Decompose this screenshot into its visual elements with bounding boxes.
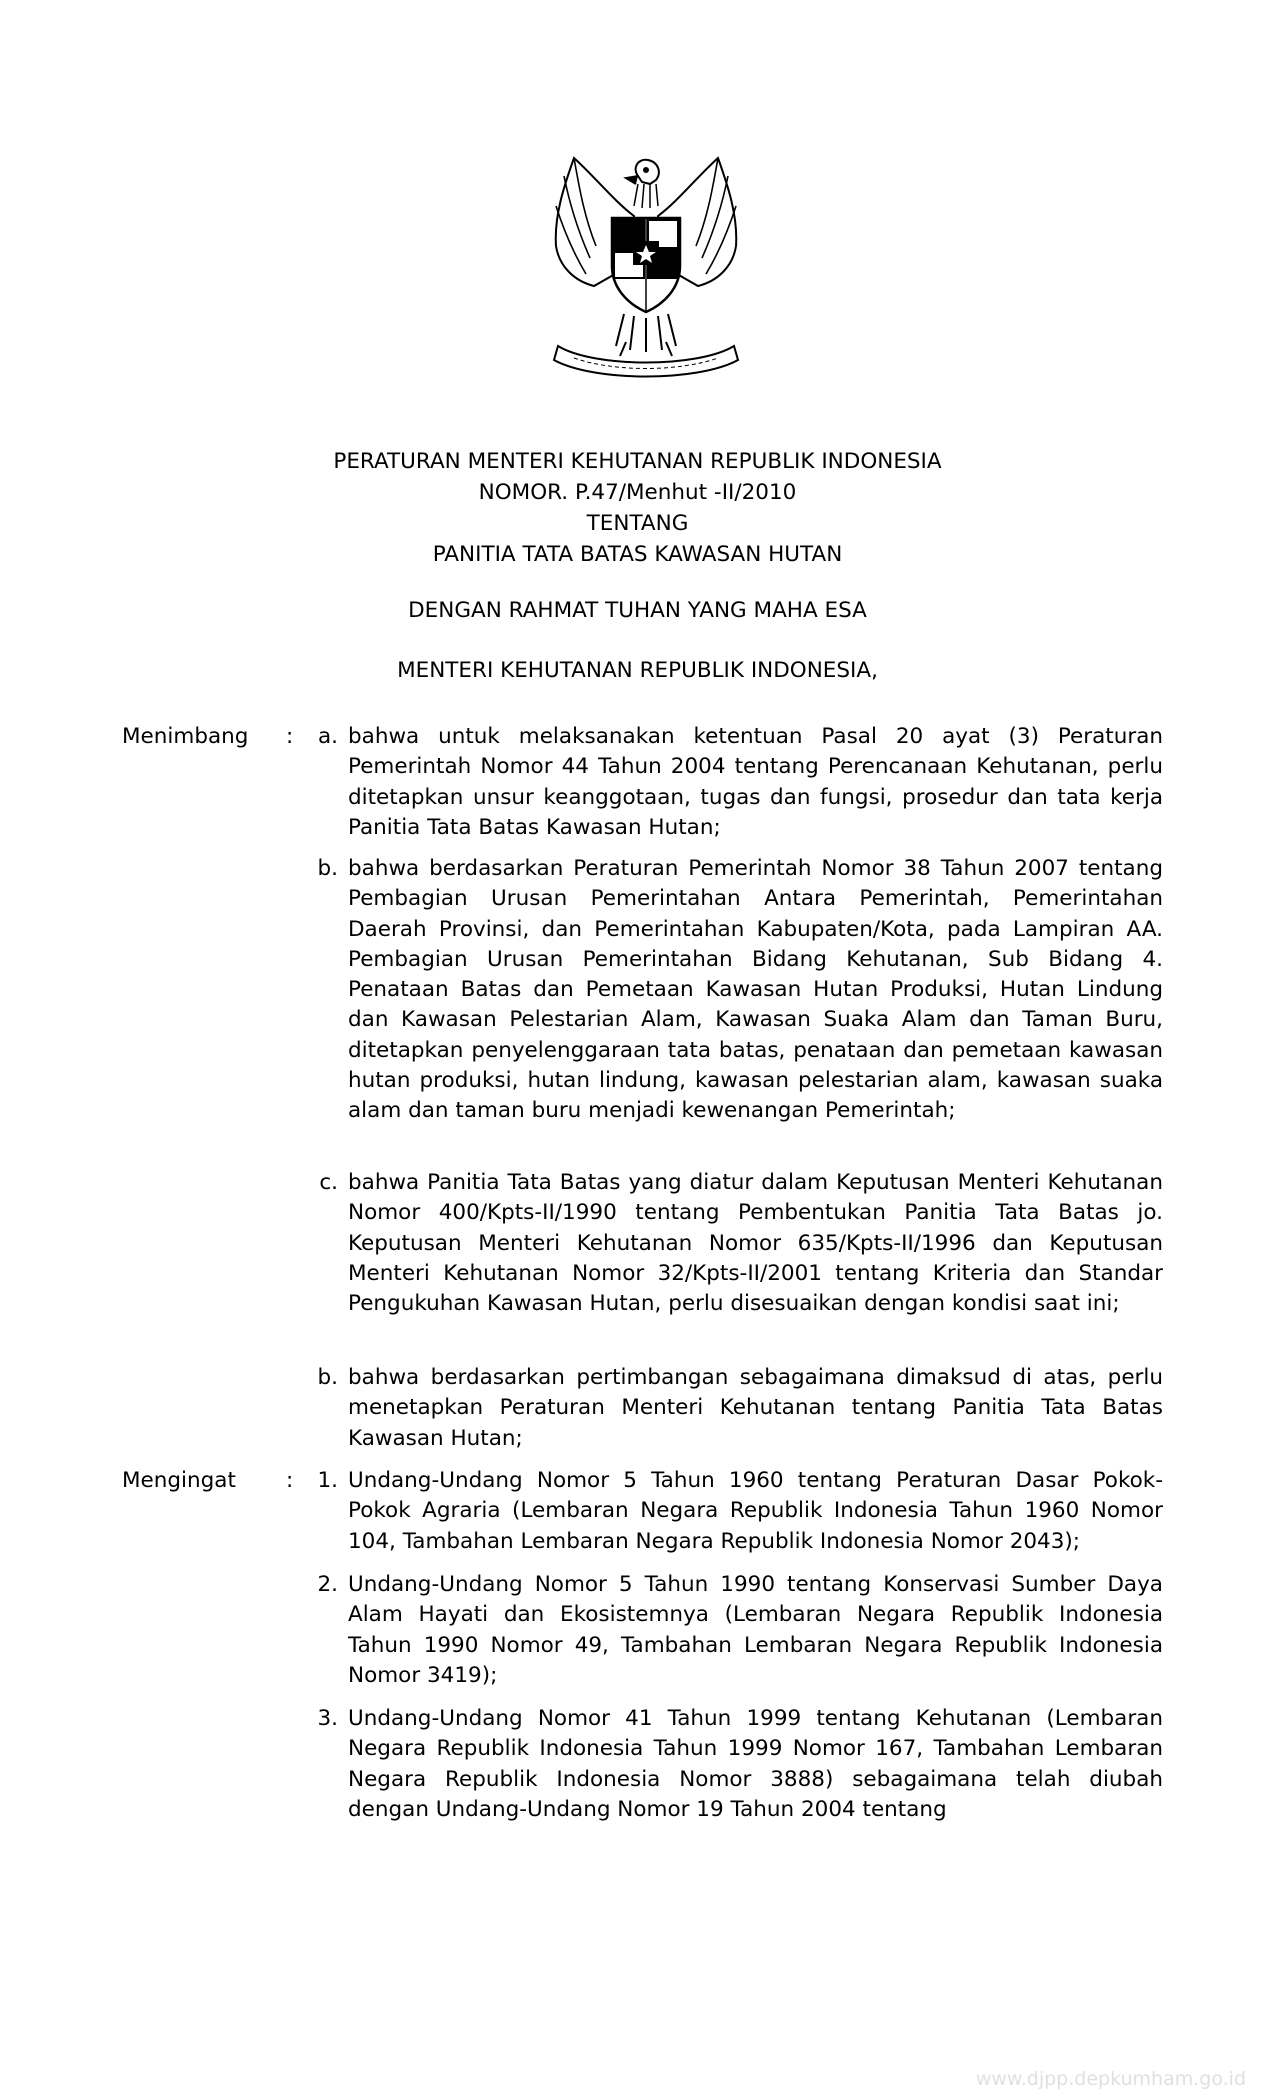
footer-watermark-url: www.djpp.depkumham.go.id [975, 2068, 1246, 2090]
section-colon: : [286, 724, 294, 749]
title-line-number: NOMOR. P.47/Menhut -II/2010 [478, 480, 797, 505]
list-item-text: Undang-Undang Nomor 5 Tahun 1960 tentang Peraturan Dasar Pokok-Pokok Agraria (Lembaran Negara Republik Indonesia Tahun 1960 Nomor 104, Tambahan Lembaran Negara Republik Indonesia Nomor 2043); [348, 1468, 1163, 1554]
garuda-pancasila-emblem-icon [534, 146, 758, 386]
list-item-marker: a. [317, 724, 338, 749]
list-item-text: Undang-Undang Nomor 41 Tahun 1999 tentang Kehutanan (Lembaran Negara Republik Indonesia Tahun 1999 Nomor 167, Tambahan Lembaran Negara Republik Indonesia Nomor 3888) sebagaimana telah diubah dengan Undang-Undang Nomor 19 Tahun 2004 tentang [348, 1706, 1163, 1822]
list-item-marker: 2. [317, 1572, 338, 1597]
title-line-1: PERATURAN MENTERI KEHUTANAN REPUBLIK INDONESIA [333, 449, 942, 474]
list-item-text: bahwa Panitia Tata Batas yang diatur dalam Keputusan Menteri Kehutanan Nomor 400/Kpts-II/1990 tentang Pembentukan Panitia Tata Batas jo. Keputusan Menteri Kehutanan Nomor 635/Kpts-II/1996 dan Keputusan Menteri Kehutanan Nomor 32/Kpts-II/2001 tentang Kriteria dan Standar Pengukuhan Kawasan Hutan, perlu disesuaikan dengan kondisi saat ini; [348, 1170, 1163, 1317]
list-item-text: bahwa berdasarkan Peraturan Pemerintah Nomor 38 Tahun 2007 tentang Pembagian Urusan Pemerintahan Antara Pemerintah, Pemerintahan Daerah Provinsi, dan Pemerintahan Kabupaten/Kota, pada Lampiran AA. Pembagian Urusan Pemerintahan Bidang Kehutanan, Sub Bidang 4. Penataan Batas dan Pemetaan Kawasan Hutan Produksi, Hutan Lindung dan Kawasan Pelestarian Alam, Kawasan Suaka Alam dan Taman Buru, ditetapkan penyelenggaraan tata batas, penataan dan pemetaan kawasan hutan produksi, hutan lindung, kawasan pelestarian alam, kawasan suaka alam dan taman buru menjadi kewenangan Pemerintah; [348, 856, 1163, 1124]
list-item-text: Undang-Undang Nomor 5 Tahun 1990 tentang Konservasi Sumber Daya Alam Hayati dan Ekosistemnya (Lembaran Negara Republik Indonesia Tahun 1990 Nomor 49, Tambahan Lembaran Negara Republik Indonesia Nomor 3419); [348, 1572, 1163, 1688]
list-item-marker: b. [317, 856, 338, 881]
title-line-tentang: TENTANG [586, 511, 689, 536]
section-label-mengingat: Mengingat [122, 1468, 236, 1493]
list-item-text: bahwa untuk melaksanakan ketentuan Pasal 20 ayat (3) Peraturan Pemerintah Nomor 44 Tahun 2004 tentang Perencanaan Kehutanan, perlu ditetapkan unsur keanggotaan, tugas dan fungsi, prosedur dan tata kerja Panitia Tata Batas Kawasan Hutan; [348, 724, 1163, 840]
title-line-subject: PANITIA TATA BATAS KAWASAN HUTAN [432, 542, 843, 567]
list-item-marker: c. [319, 1170, 338, 1195]
list-item-marker: 3. [317, 1706, 338, 1731]
section-colon: : [286, 1468, 294, 1493]
invocation: DENGAN RAHMAT TUHAN YANG MAHA ESA [408, 598, 867, 623]
section-label-menimbang: Menimbang [122, 724, 249, 749]
list-item-marker: 1. [317, 1468, 338, 1493]
issuer: MENTERI KEHUTANAN REPUBLIK INDONESIA, [397, 658, 878, 683]
document-title [0, 446, 1275, 570]
list-item-text: bahwa berdasarkan pertimbangan sebagaimana dimaksud di atas, perlu menetapkan Peraturan Menteri Kehutanan tentang Panitia Tata Batas Kawasan Hutan; [348, 1365, 1163, 1451]
list-item-marker: b. [317, 1365, 338, 1390]
